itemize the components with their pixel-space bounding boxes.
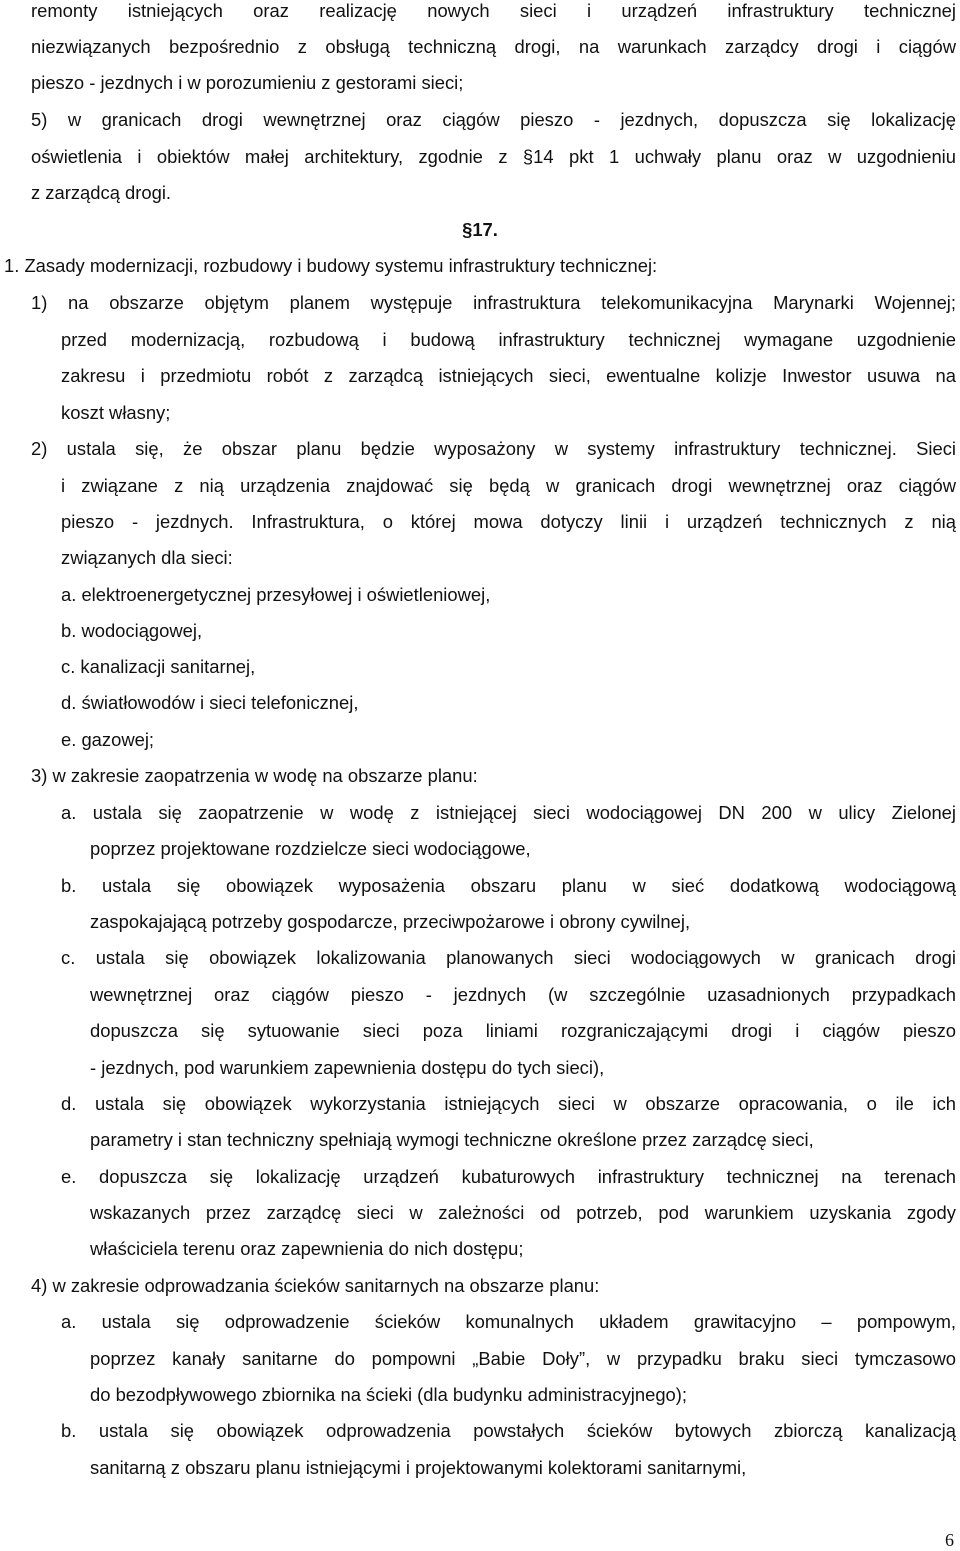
text-line: wewnętrznej oraz ciągów pieszo - jezdnych (w szczególnie uzasadnionych przypadkach (90, 984, 956, 1005)
text-line: dopuszcza się sytuowanie sieci poza liniami rozgraniczającymi drogi i ciągów pieszo (90, 1020, 956, 1041)
text-line: pieszo - jezdnych i w porozumieniu z gestorami sieci; (31, 72, 464, 93)
text-line: zakresu i przedmiotu robót z zarządcą istniejących sieci, ewentualne kolizje Inwestor usuwa na (61, 365, 956, 386)
text-line: pieszo - jezdnych. Infrastruktura, o której mowa dotyczy linii i urządzeń technicznych z nią (61, 511, 956, 532)
text-line: i związane z nią urządzenia znajdować się będą w granicach drogi wewnętrznej oraz ciągów (61, 475, 956, 496)
page-number: 6 (945, 1530, 954, 1550)
text-line: związanych dla sieci: (61, 547, 233, 568)
text-line: wskazanych przez zarządcę sieci w zależności od potrzeb, pod warunkiem uzyskania zgody (90, 1202, 956, 1223)
list-item: b. ustala się obowiązek wyposażenia obszaru planu w sieć dodatkową wodociągową (61, 875, 956, 896)
text-line: niezwiązanych bezpośrednio z obsługą techniczną drogi, na warunkach zarządcy drogi i ciągów (31, 36, 956, 57)
list-item: a. elektroenergetycznej przesyłowej i oświetleniowej, (61, 584, 491, 605)
text-line: 4) w zakresie odprowadzania ścieków sanitarnych na obszarze planu: (31, 1275, 600, 1296)
list-item: c. kanalizacji sanitarnej, (61, 656, 256, 677)
text-line: 5) w granicach drogi wewnętrznej oraz ciągów pieszo - jezdnych, dopuszcza się lokalizację (31, 109, 956, 130)
list-item: c. ustala się obowiązek lokalizowania planowanych sieci wodociągowych w granicach drogi (61, 947, 956, 968)
text-line: poprzez projektowane rozdzielcze sieci wodociągowe, (90, 838, 531, 859)
text-line: właściciela terenu oraz zapewnienia do nich dostępu; (90, 1238, 524, 1259)
text-line: poprzez kanały sanitarne do pompowni „Babie Doły”, w przypadku braku sieci tymczasowo (90, 1348, 956, 1369)
list-item: a. ustala się odprowadzenie ścieków komunalnych układem grawitacyjno – pompowym, (61, 1311, 956, 1332)
text-line: z zarządcą drogi. (31, 182, 172, 203)
list-item: b. wodociągowej, (61, 620, 203, 641)
list-item: e. gazowej; (61, 729, 155, 750)
text-line: 1) na obszarze objętym planem występuje infrastruktura telekomunikacyjna Marynarki Wojennej; (31, 292, 956, 313)
list-item: d. ustala się obowiązek wykorzystania istniejących sieci w obszarze opracowania, o ile ich (61, 1093, 956, 1114)
section-heading: §17. (462, 219, 498, 240)
text-line: 2) ustala się, że obszar planu będzie wyposażony w systemy infrastruktury technicznej. Sieci (31, 438, 956, 459)
text-line: przed modernizacją, rozbudową i budową infrastruktury technicznej wymagane uzgodnienie (61, 329, 956, 350)
list-item: a. ustala się zaopatrzenie w wodę z istniejącej sieci wodociągowej DN 200 w ulicy Zielonej (61, 802, 956, 823)
text-line: 1. Zasady modernizacji, rozbudowy i budowy systemu infrastruktury technicznej: (4, 255, 658, 276)
text-line: oświetlenia i obiektów małej architektury, zgodnie z §14 pkt 1 uchwały planu oraz w uzgodnieniu (31, 146, 956, 167)
text-line: remonty istniejących oraz realizację nowych sieci i urządzeń infrastruktury technicznej (31, 0, 956, 21)
text-line: do bezodpływowego zbiornika na ścieki (dla budynku administracyjnego); (90, 1384, 688, 1405)
list-item: e. dopuszcza się lokalizację urządzeń kubaturowych infrastruktury technicznej na terenach (61, 1166, 956, 1187)
text-line: zaspokajającą potrzeby gospodarcze, przeciwpożarowe i obrony cywilnej, (90, 911, 691, 932)
text-line: 3) w zakresie zaopatrzenia w wodę na obszarze planu: (31, 765, 478, 786)
text-line: koszt własny; (61, 402, 171, 423)
text-line: parametry i stan techniczny spełniają wymogi techniczne określone przez zarządcę sieci, (90, 1129, 814, 1150)
text-line: sanitarną z obszaru planu istniejącymi i projektowanymi kolektorami sanitarnymi, (90, 1457, 747, 1478)
list-item: b. ustala się obowiązek odprowadzenia powstałych ścieków bytowych zbiorczą kanalizacją (61, 1420, 956, 1441)
text-line: - jezdnych, pod warunkiem zapewnienia dostępu do tych sieci), (90, 1057, 605, 1078)
list-item: d. światłowodów i sieci telefonicznej, (61, 692, 359, 713)
